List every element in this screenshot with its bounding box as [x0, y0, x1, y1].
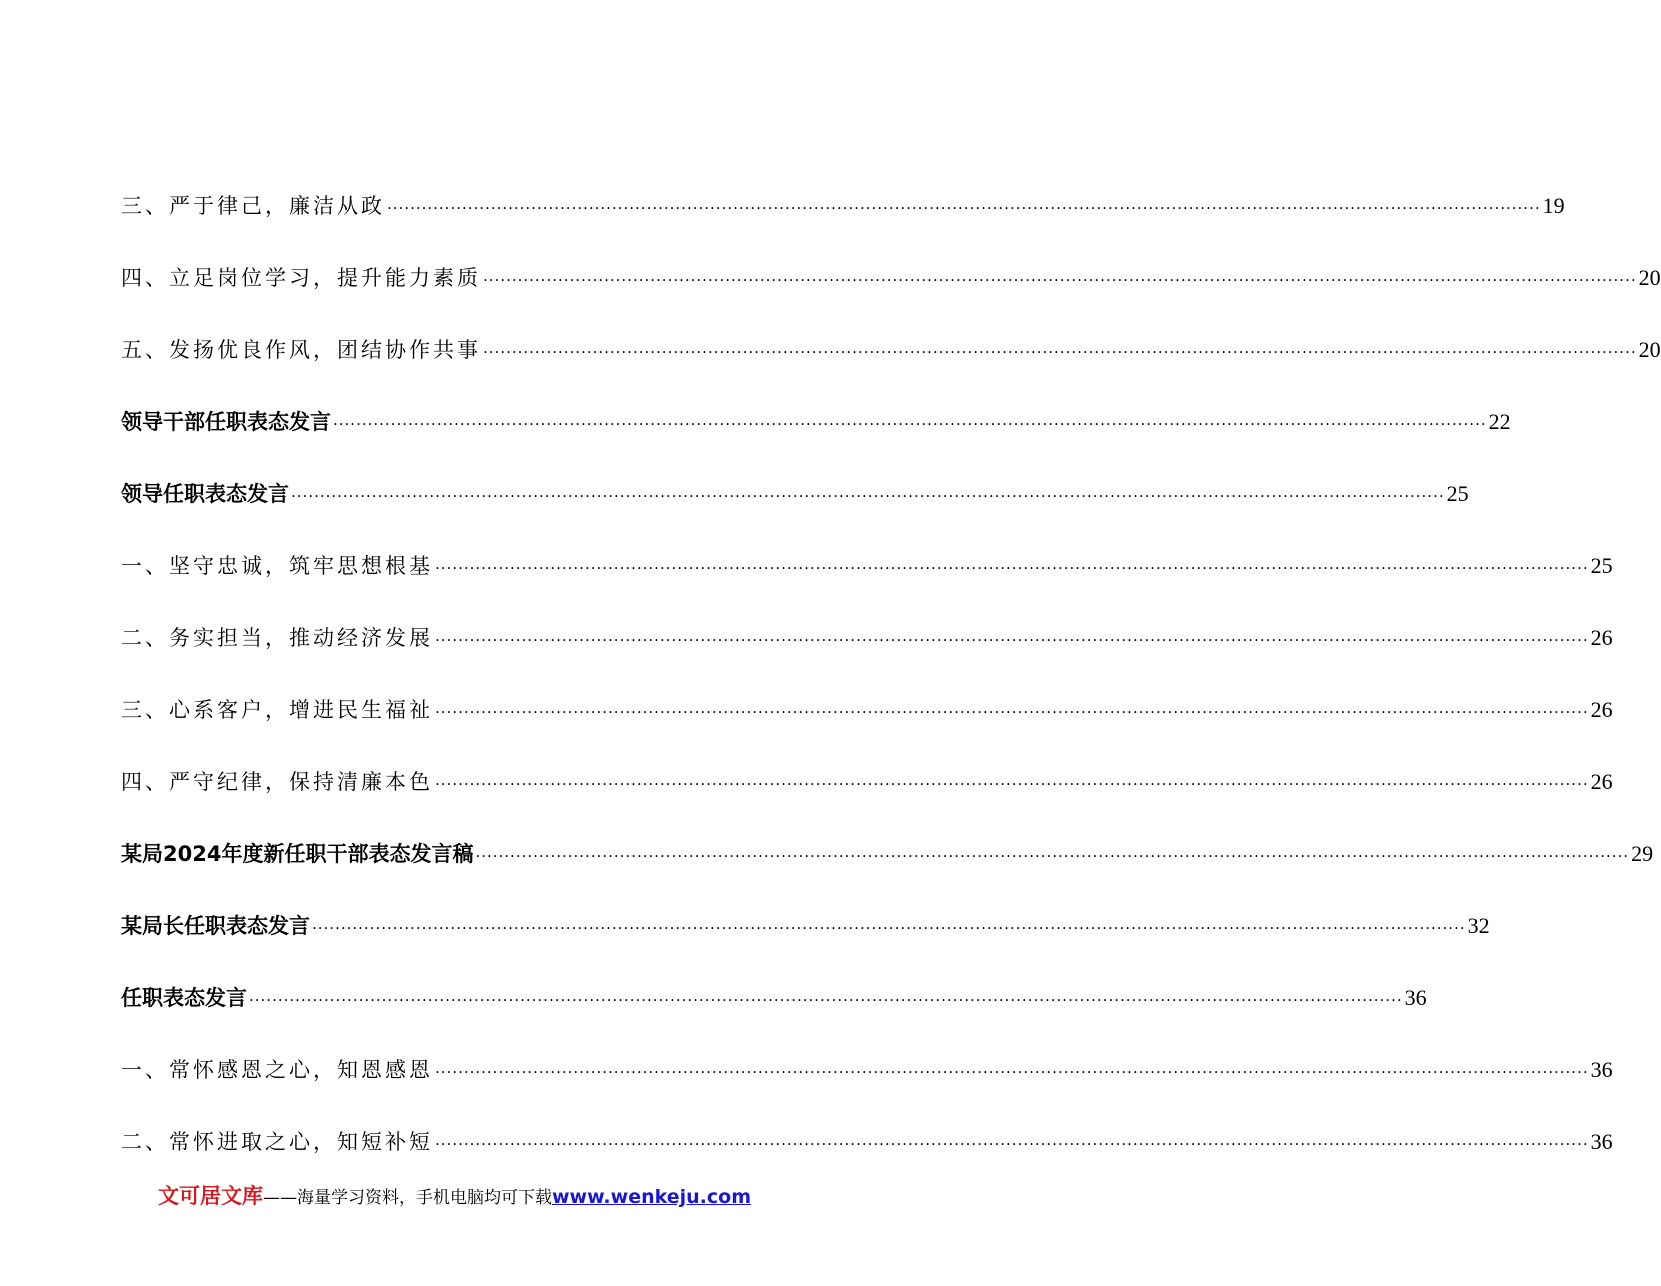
toc-entry[interactable] [121, 952, 1427, 1024]
toc-entry-page: 26 [1590, 769, 1613, 794]
toc-entry[interactable] [121, 592, 1613, 664]
toc-entry[interactable] [121, 232, 1661, 304]
toc-entry-title: 二、常怀进取之心，知短补短 [121, 1130, 433, 1154]
toc-entry-title: 某局2024年度新任职干部表态发言稿 [121, 842, 474, 866]
page-footer [0, 1180, 909, 1210]
toc-entry-title: 五、发扬优良作风，团结协作共事 [121, 338, 481, 362]
toc-leader-dots: ........................................................................................................................................................................................................ [483, 339, 1637, 357]
toc-leader-dots: ........................................................................................................................................................................................................ [435, 627, 1589, 645]
toc-entry[interactable] [121, 376, 1511, 448]
toc-entry-title: 任职表态发言 [121, 986, 247, 1010]
toc-entry[interactable] [121, 520, 1613, 592]
table-of-contents [121, 160, 1661, 1168]
toc-entry-title: 三、严于律己，廉洁从政 [121, 194, 385, 218]
toc-leader-dots: ........................................................................................................................................................................................................ [291, 483, 1445, 501]
toc-entry-page: 25 [1446, 481, 1469, 506]
toc-entry-page: 36 [1590, 1129, 1613, 1154]
toc-entry[interactable] [121, 880, 1490, 952]
toc-entry-title: 一、常怀感恩之心，知恩感恩 [121, 1058, 433, 1082]
toc-entry-page: 20 [1638, 337, 1661, 362]
toc-entry-page: 26 [1590, 625, 1613, 650]
toc-entry[interactable] [121, 1024, 1613, 1096]
toc-leader-dots: ........................................................................................................................................................................................................ [435, 699, 1589, 717]
toc-leader-dots: ........................................................................................................................................................................................................ [249, 987, 1403, 1005]
toc-leader-dots: ........................................................................................................................................................................................................ [312, 915, 1466, 933]
toc-entry-page: 29 [1631, 841, 1654, 866]
toc-entry-title: 领导任职表态发言 [121, 482, 289, 506]
toc-entry-title: 三、心系客户，增进民生福祉 [121, 698, 433, 722]
toc-entry[interactable] [121, 1096, 1613, 1168]
toc-leader-dots: ........................................................................................................................................................................................................ [333, 411, 1487, 429]
toc-entry-page: 19 [1542, 193, 1565, 218]
toc-entry-page: 32 [1467, 913, 1490, 938]
toc-leader-dots: ........................................................................................................................................................................................................ [435, 1059, 1589, 1077]
footer-brand: 文可居文库 [157, 1184, 263, 1208]
toc-entry[interactable] [121, 736, 1613, 808]
toc-entry-title: 四、严守纪律，保持清廉本色 [121, 770, 433, 794]
toc-entry-page: 36 [1590, 1057, 1613, 1082]
toc-entry[interactable] [121, 664, 1613, 736]
toc-leader-dots: ........................................................................................................................................................................................................ [435, 1131, 1589, 1149]
toc-entry-title: 四、立足岗位学习，提升能力素质 [121, 266, 481, 290]
toc-leader-dots: ........................................................................................................................................................................................................ [435, 771, 1589, 789]
toc-entry-title: 某局长任职表态发言 [121, 914, 310, 938]
toc-entry[interactable] [121, 160, 1565, 232]
footer-tagline: ——海量学习资料，手机电脑均可下载 [262, 1188, 552, 1208]
toc-entry-page: 25 [1590, 553, 1613, 578]
toc-entry-title: 一、坚守忠诚，筑牢思想根基 [121, 554, 433, 578]
toc-leader-dots: ........................................................................................................................................................................................................ [475, 843, 1630, 861]
toc-entry[interactable] [121, 304, 1661, 376]
toc-entry[interactable] [121, 448, 1469, 520]
toc-entry-title: 二、务实担当，推动经济发展 [121, 626, 433, 650]
toc-entry-page: 36 [1404, 985, 1427, 1010]
toc-entry-page: 26 [1590, 697, 1613, 722]
toc-leader-dots: ........................................................................................................................................................................................................ [387, 195, 1541, 213]
toc-leader-dots: ........................................................................................................................................................................................................ [435, 555, 1589, 573]
toc-leader-dots: ........................................................................................................................................................................................................ [483, 267, 1637, 285]
toc-entry-page: 20 [1638, 265, 1661, 290]
toc-entry-page: 22 [1488, 409, 1511, 434]
toc-entry-title: 领导干部任职表态发言 [121, 410, 331, 434]
toc-entry[interactable] [121, 808, 1654, 880]
footer-url-link[interactable]: www.wenkeju.com [551, 1186, 751, 1208]
